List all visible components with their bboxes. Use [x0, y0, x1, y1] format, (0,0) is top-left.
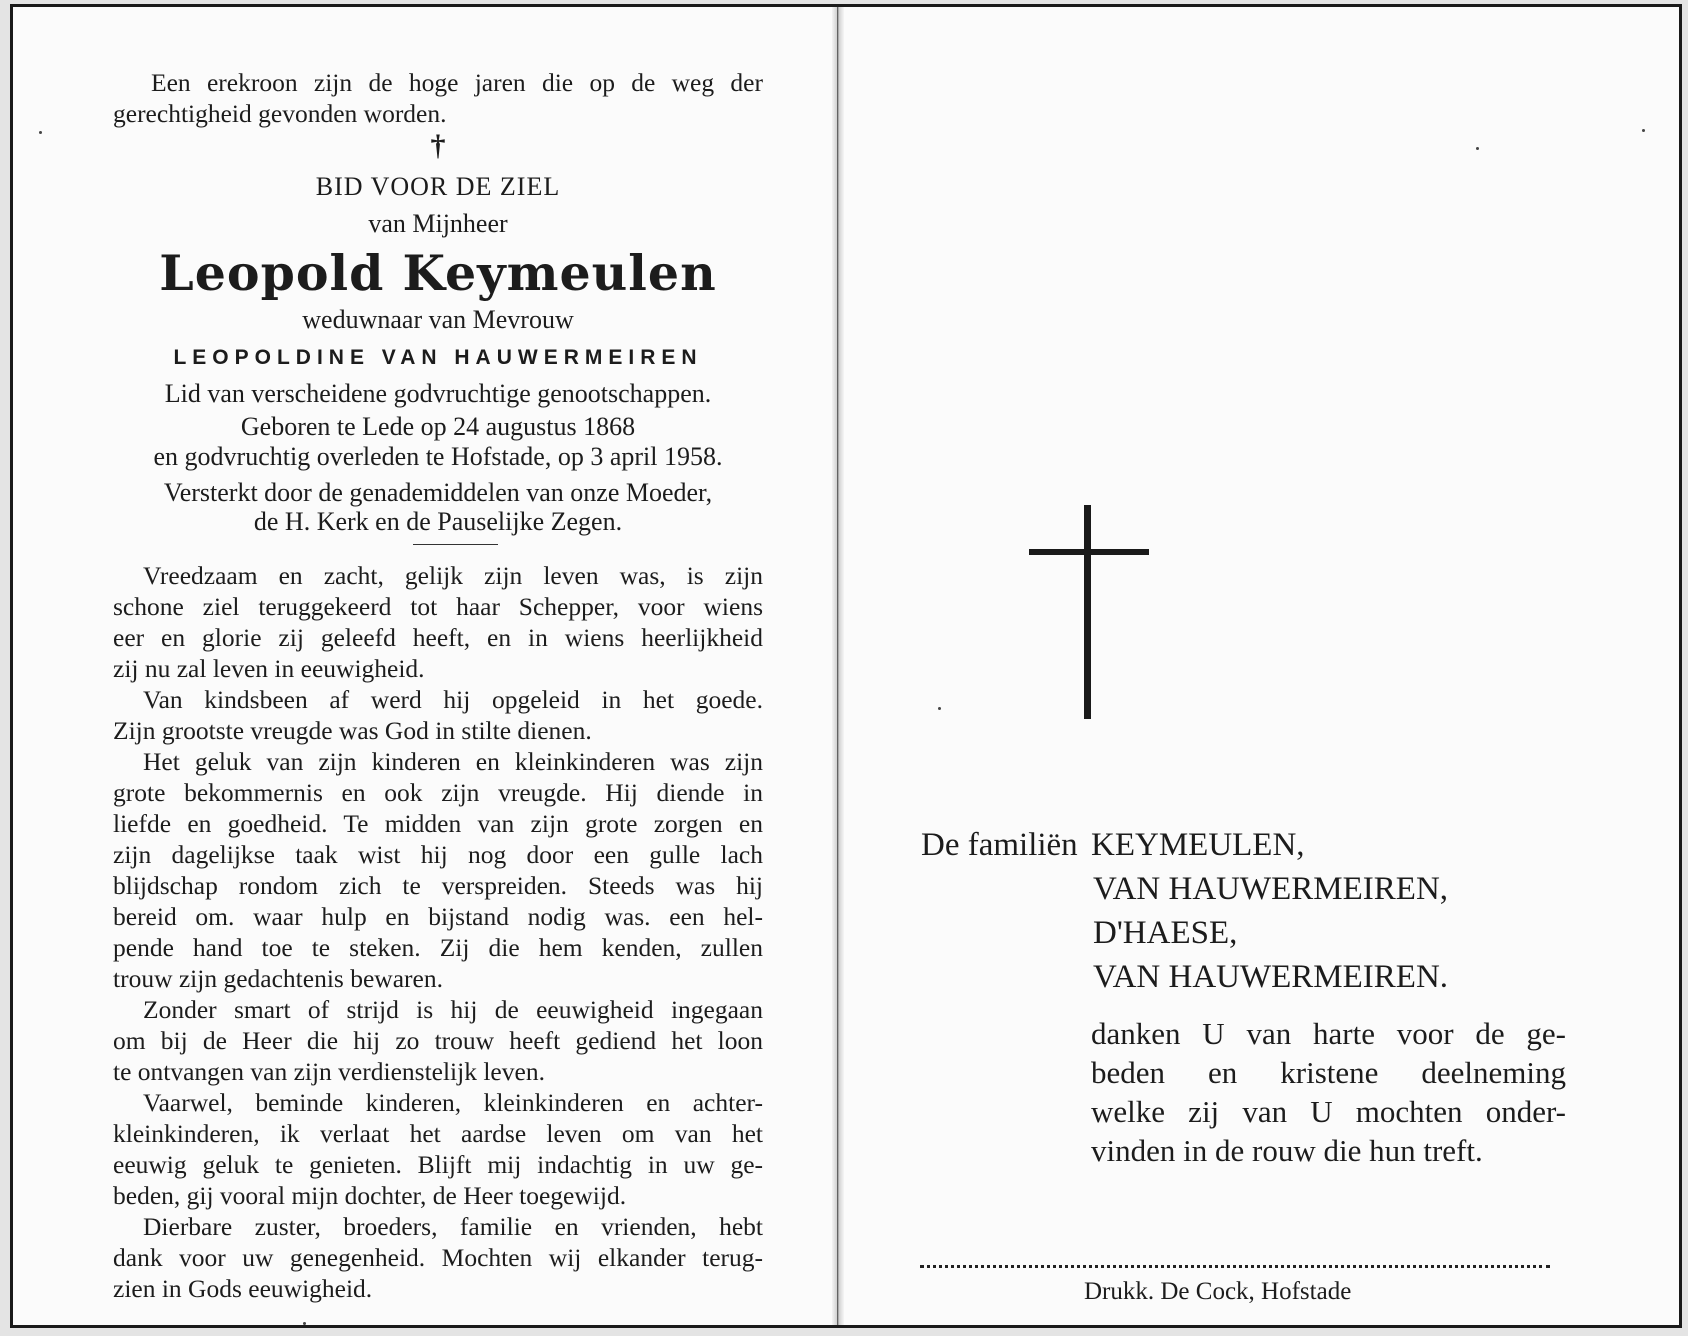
sacraments-line: Versterkt door de genademiddelen van onze Moeder, — [163, 478, 713, 507]
text-line: zij nu zal leven in eeuwigheid. — [113, 654, 425, 683]
paragraph — [113, 746, 763, 994]
text-line: Dierbare zuster, broeders, familie en vrienden, hebt — [143, 1212, 763, 1241]
membership: Lid van verscheidene godvruchtige genootschappen. — [164, 379, 712, 408]
epigraph-line: gerechtigheid gevonden worden. — [113, 99, 447, 128]
paragraph — [113, 560, 763, 684]
left-panel — [13, 7, 832, 1325]
text-line: Zonder smart of strijd is hij de eeuwigheid ingegaan — [143, 995, 763, 1024]
thanks-text — [1091, 1014, 1566, 1170]
text-line: grote bekommernis en ook zijn vreugde. Hij diende in — [113, 778, 763, 807]
speck — [39, 131, 42, 134]
obituary-text — [113, 560, 763, 1304]
dotted-divider — [920, 1265, 1550, 1268]
spouse-name: LEOPOLDINE VAN HAUWERMEIREN — [173, 346, 703, 369]
deceased-name: Leopold Keymeulen — [159, 244, 717, 302]
paragraph — [113, 1087, 763, 1211]
text-line: welke zij van U mochten onder- — [1091, 1094, 1566, 1129]
sacraments-line: de H. Kerk en de Pauselijke Zegen. — [253, 507, 623, 536]
text-line: zien in Gods eeuwigheid. — [113, 1274, 373, 1303]
text-line: pende hand toe te steken. Zij die hem kenden, zullen — [113, 933, 763, 962]
text-line: Vaarwel, beminde kinderen, kleinkinderen en achter- — [143, 1088, 763, 1117]
text-line: liefde en goedheid. Te midden van zijn grote zorgen en — [113, 809, 763, 838]
text-line: dank voor uw genegenheid. Mochten wij elkander terug- — [113, 1243, 763, 1272]
paragraph — [113, 994, 763, 1087]
paragraph — [113, 1211, 763, 1304]
text-line: eer en glorie zij geleefd heeft, en in wiens heerlijkheid — [113, 623, 763, 652]
text-line: blijdschap rondom zich te verspreiden. Steeds was hij — [113, 871, 763, 900]
families-block — [921, 823, 1449, 995]
text-line: eeuwig geluk te genieten. Blijft mij indachtig in uw ge- — [113, 1150, 763, 1179]
birth-line: Geboren te Lede op 24 augustus 1868 — [240, 412, 636, 441]
families-intro: De familiën — [921, 827, 1078, 863]
right-panel — [844, 7, 1679, 1325]
family-name: VAN HAUWERMEIREN, — [1093, 871, 1449, 907]
text-line: Vreedzaam en zacht, gelijk zijn leven was, is zijn — [143, 561, 763, 590]
memorial-card — [10, 4, 1682, 1328]
family-name: KEYMEULEN, — [1091, 827, 1305, 863]
title-line: van Mijnheer — [368, 209, 508, 238]
text-line: zijn dagelijkse taak wist hij nog door een gulle lach — [113, 840, 763, 869]
invocation: BID VOOR DE ZIEL — [315, 172, 561, 201]
speck — [303, 1322, 306, 1325]
family-name: VAN HAUWERMEIREN. — [1093, 959, 1449, 995]
text-line: kleinkinderen, ik verlaat het aardse leven om van het — [113, 1119, 763, 1148]
text-line: schone ziel teruggekeerd tot haar Schepper, voor wiens — [113, 592, 763, 621]
epigraph — [113, 67, 763, 129]
family-name: D'HAESE, — [1093, 915, 1238, 951]
divider — [413, 544, 498, 545]
paragraph — [113, 684, 763, 746]
text-line: Zijn grootste vreugde was God in stilte dienen. — [113, 716, 592, 745]
epigraph-line: Een erekroon zijn de hoge jaren die op de weg der — [151, 68, 763, 97]
text-line: te ontvangen van zijn verdienstelijk leven. — [113, 1057, 545, 1086]
text-line: Van kindsbeen af werd hij opgeleid in het goede. — [143, 685, 763, 714]
text-line: vinden in de rouw die hun treft. — [1091, 1133, 1483, 1168]
speck — [1642, 129, 1645, 132]
speck — [938, 707, 941, 710]
text-line: danken U van harte voor de ge- — [1091, 1016, 1566, 1051]
speck — [1476, 147, 1479, 150]
text-line: om bij de Heer die hij zo trouw heeft gediend het loon — [113, 1026, 763, 1055]
small-cross-icon: † — [430, 129, 446, 162]
cross-icon — [1029, 505, 1149, 719]
text-line: Het geluk van zijn kinderen en kleinkinderen was zijn — [143, 747, 763, 776]
widower-line: weduwnaar van Mevrouw — [302, 305, 574, 334]
card-fold — [832, 7, 844, 1325]
text-line: trouw zijn gedachtenis bewaren. — [113, 964, 443, 993]
death-line: en godvruchtig overleden te Hofstade, op 3 april 1958. — [153, 442, 723, 471]
text-line: bereid om. waar hulp en bijstand nodig was. een hel- — [113, 902, 763, 931]
text-line: beden, gij vooral mijn dochter, de Heer toegewijd. — [113, 1181, 627, 1210]
text-line: beden en kristene deelneming — [1091, 1055, 1566, 1090]
printer-credit: Drukk. De Cock, Hofstade — [1084, 1278, 1352, 1305]
